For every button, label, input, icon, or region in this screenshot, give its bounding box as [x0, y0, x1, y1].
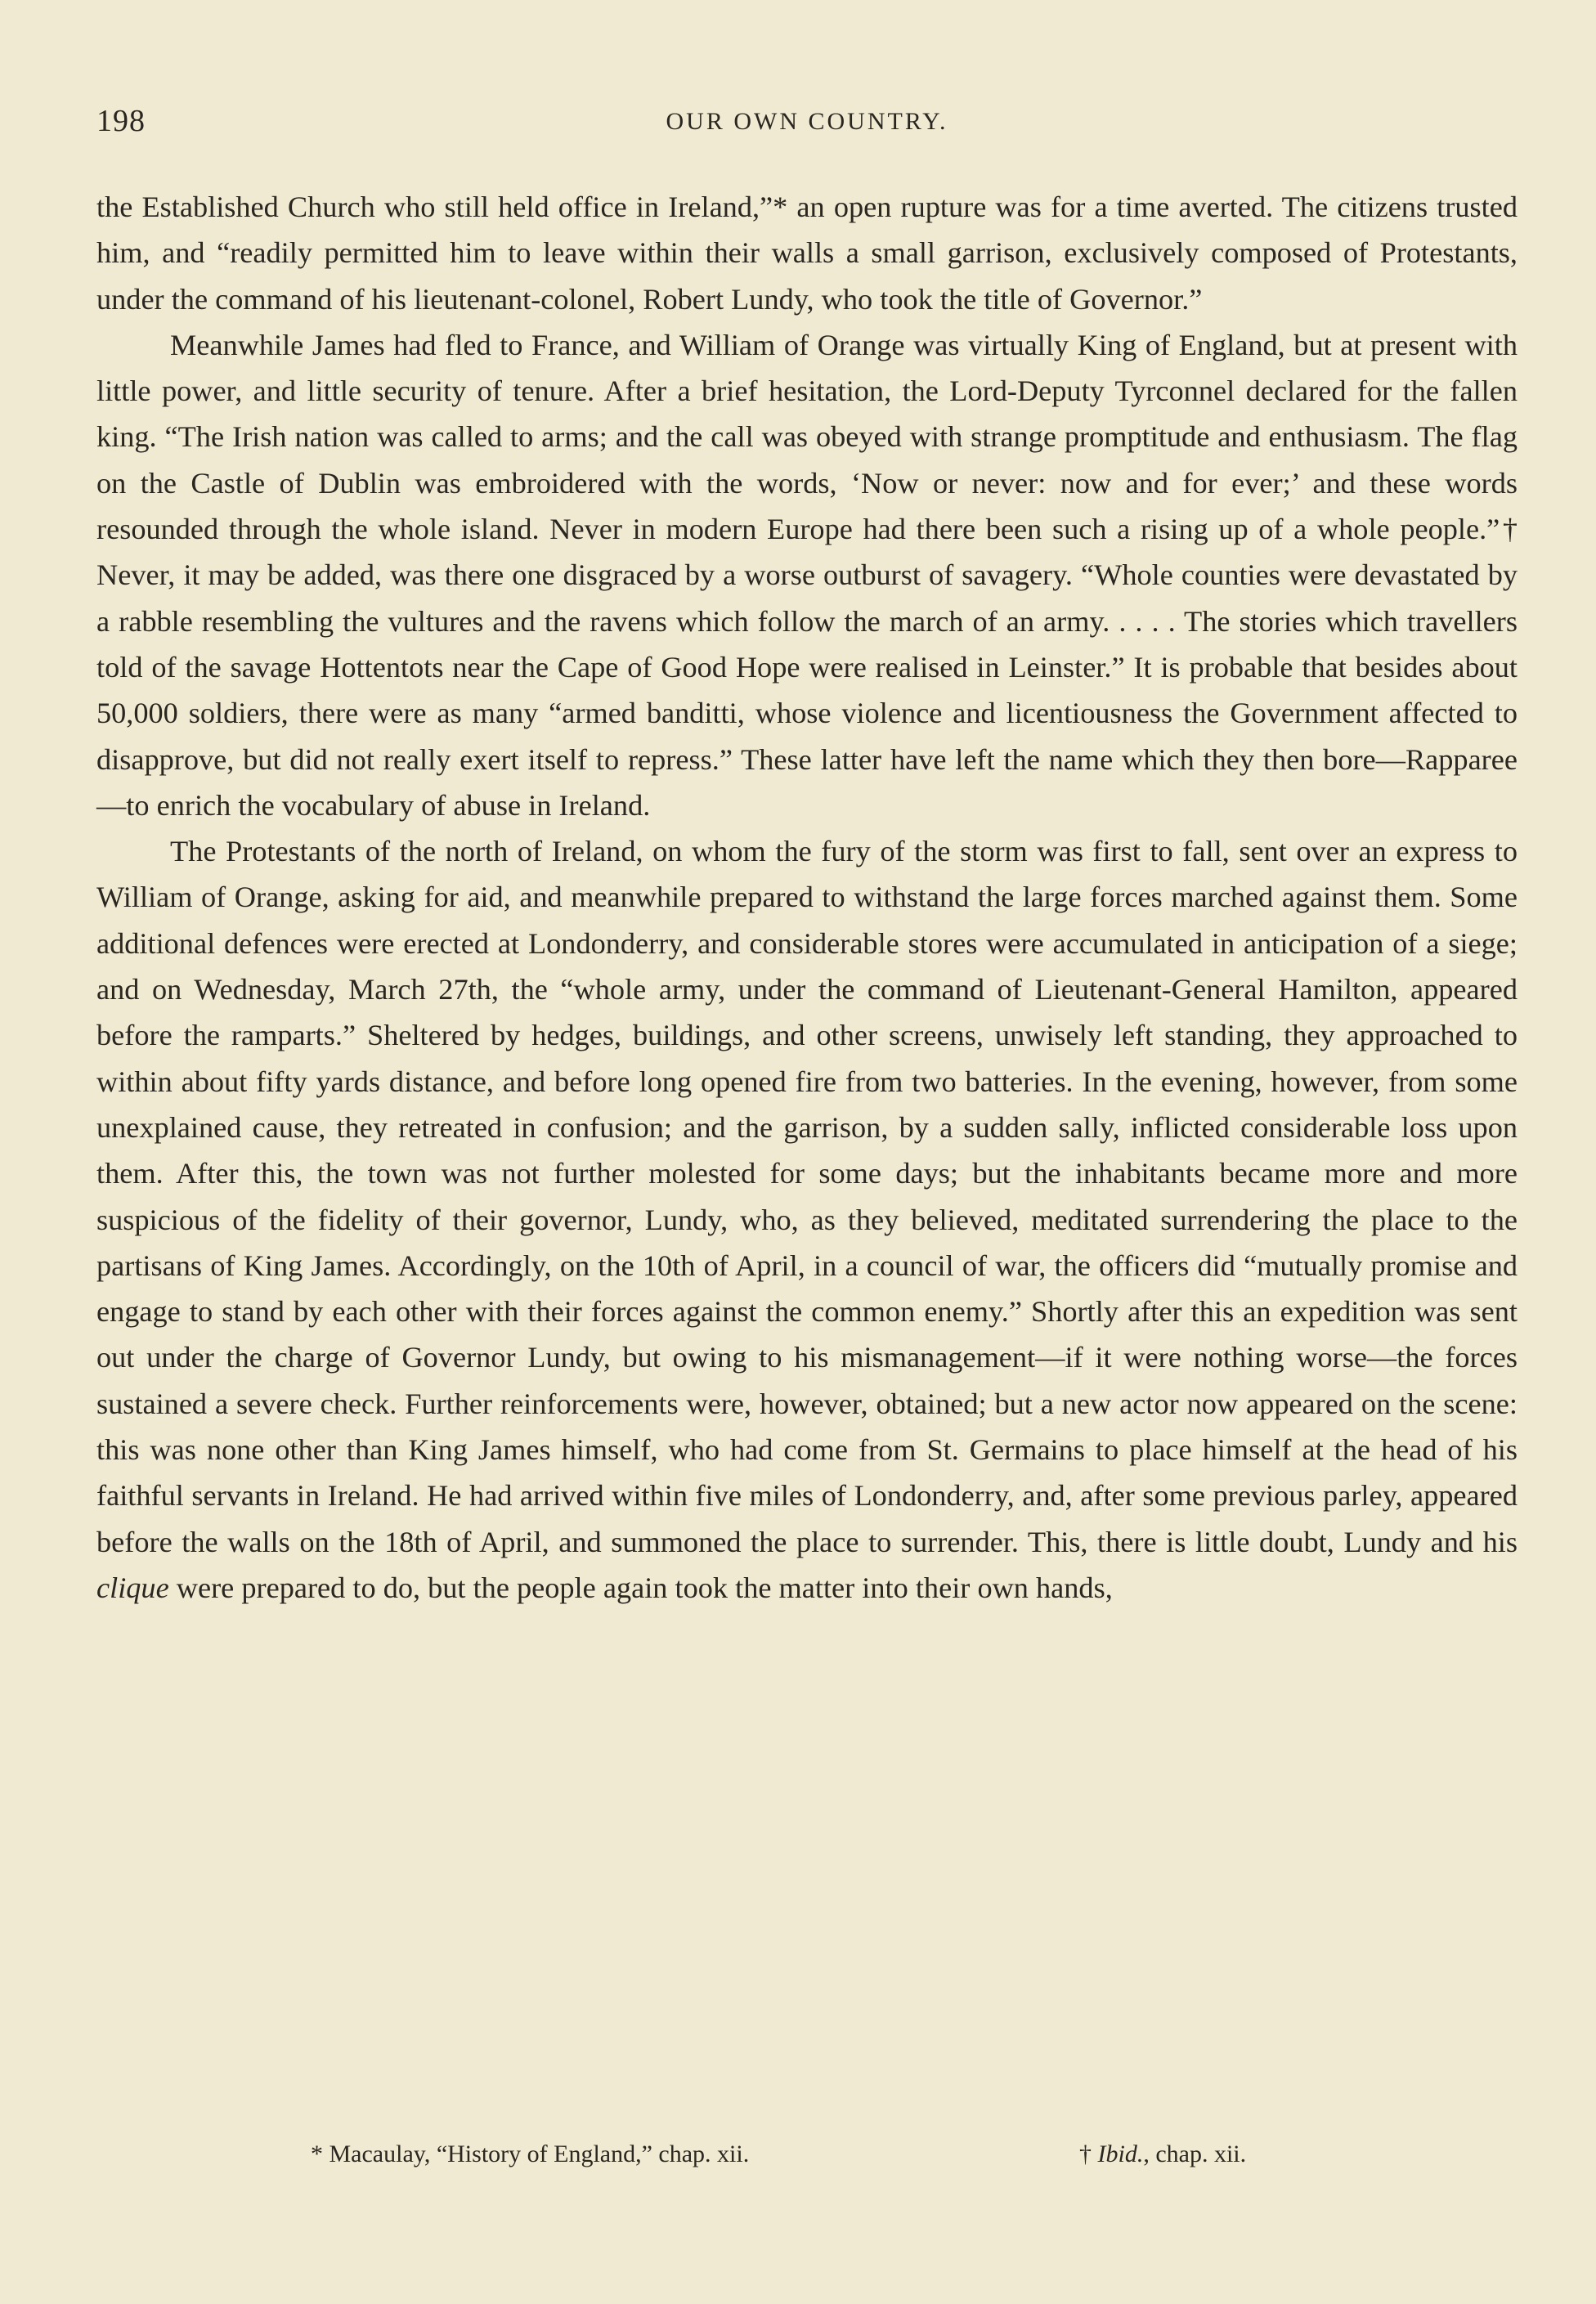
paragraph-3-ending: were prepared to do, but the people again took the matter into their own hands, [168, 1571, 1113, 1604]
footnote-2-mark: † [1079, 2140, 1098, 2167]
footnote-2-ibid: Ibid. [1097, 2140, 1144, 2167]
italic-word-clique: clique [96, 1571, 169, 1604]
body-text [96, 184, 1518, 1611]
footnote-2-rest: , chap. xii. [1143, 2140, 1247, 2167]
page-header [96, 103, 1518, 152]
running-title: OUR OWN COUNTRY. [666, 108, 948, 135]
footnote-2 [1079, 2140, 1246, 2168]
paragraph-3 [96, 828, 1518, 1611]
paragraph-2: Meanwhile James had fled to France, and William of Orange was virtually King of England, but at present with little power, and little security of tenure. After a brief hesitation, the Lord-Deputy Tyrconnel declared for the fallen king. “The Irish nation was called to arms; and the call was obeyed with strange promptitude and enthusiasm. The flag on the Castle of Dublin was embroidered with the words, ‘Now or never: now and for ever;’ and these words resounded through the whole island. Never in modern Europe had there been such a rising up of a whole people.”† Never, it may be added, was there one disgraced by a worse outburst of savagery. “Whole counties were devastated by a rabble resembling the vultures and the ravens which follow the march of an army. . . . . The stories which travellers told of the savage Hottentots near the Cape of Good Hope were realised in Leinster.” It is probable that besides about 50,000 soldiers, there were as many “armed banditti, whose violence and licentiousness the Government affected to disapprove, but did not really exert itself to repress.” These latter have left the name which they then bore—Rapparee—to enrich the vocabulary of abuse in Ireland. [96, 328, 1518, 822]
page-number: 198 [96, 104, 146, 138]
paragraph-1: the Established Church who still held office in Ireland,”* an open rupture was for a time averted. The citizens trusted him, and “readily permitted him to leave within their walls a small garrison, exclusively composed of Protestants, under the command of his lieutenant-colonel, Robert Lundy, who took the title of Governor.” [96, 191, 1518, 316]
footnote-1: * Macaulay, “History of England,” chap. xii. [311, 2140, 750, 2167]
paragraph-3-text: The Protestants of the north of Ireland, on whom the fury of the storm was first to fall, sent over an express to William of Orange, asking for aid, and meanwhile prepared to withstand the large forces marched against them. Some additional defences were erected at Londonderry, and considerable stores were accumulated in anticipation of a siege; and on Wednesday, March 27th, the “whole army, under the command of Lieutenant-General Hamilton, appeared before the ramparts.” Sheltered by hedges, buildings, and other screens, unwisely left standing, they approached to within about fifty yards distance, and before long opened fire from two batteries. In the evening, however, from some unexplained cause, they retreated in confusion; and the garrison, by a sudden sally, inflicted considerable loss upon them. After this, the town was not further molested for some days; but the inhabitants became more and more suspicious of the fidelity of their governor, Lundy, who, as they believed, meditated surrendering the place to the partisans of King James. Accordingly, on the 10th of April, in a council of war, the officers did “mutually promise and engage to stand by each other with their forces against the common enemy.” Shortly after this an expedition was sent out under the charge of Governor Lundy, but owing to his mismanagement—if it were nothing worse—the forces sustained a severe check. Further reinforcements were, however, obtained; but a new actor now appeared on the scene: this was none other than King James himself, who had come from St. Germains to place himself at the head of his faithful servants in Ireland. He had arrived within five miles of Londonderry, and, after some previous parley, appeared before the walls on the 18th of April, and summoned the place to surrender. This, there is little doubt, Lundy and his [96, 835, 1518, 1558]
